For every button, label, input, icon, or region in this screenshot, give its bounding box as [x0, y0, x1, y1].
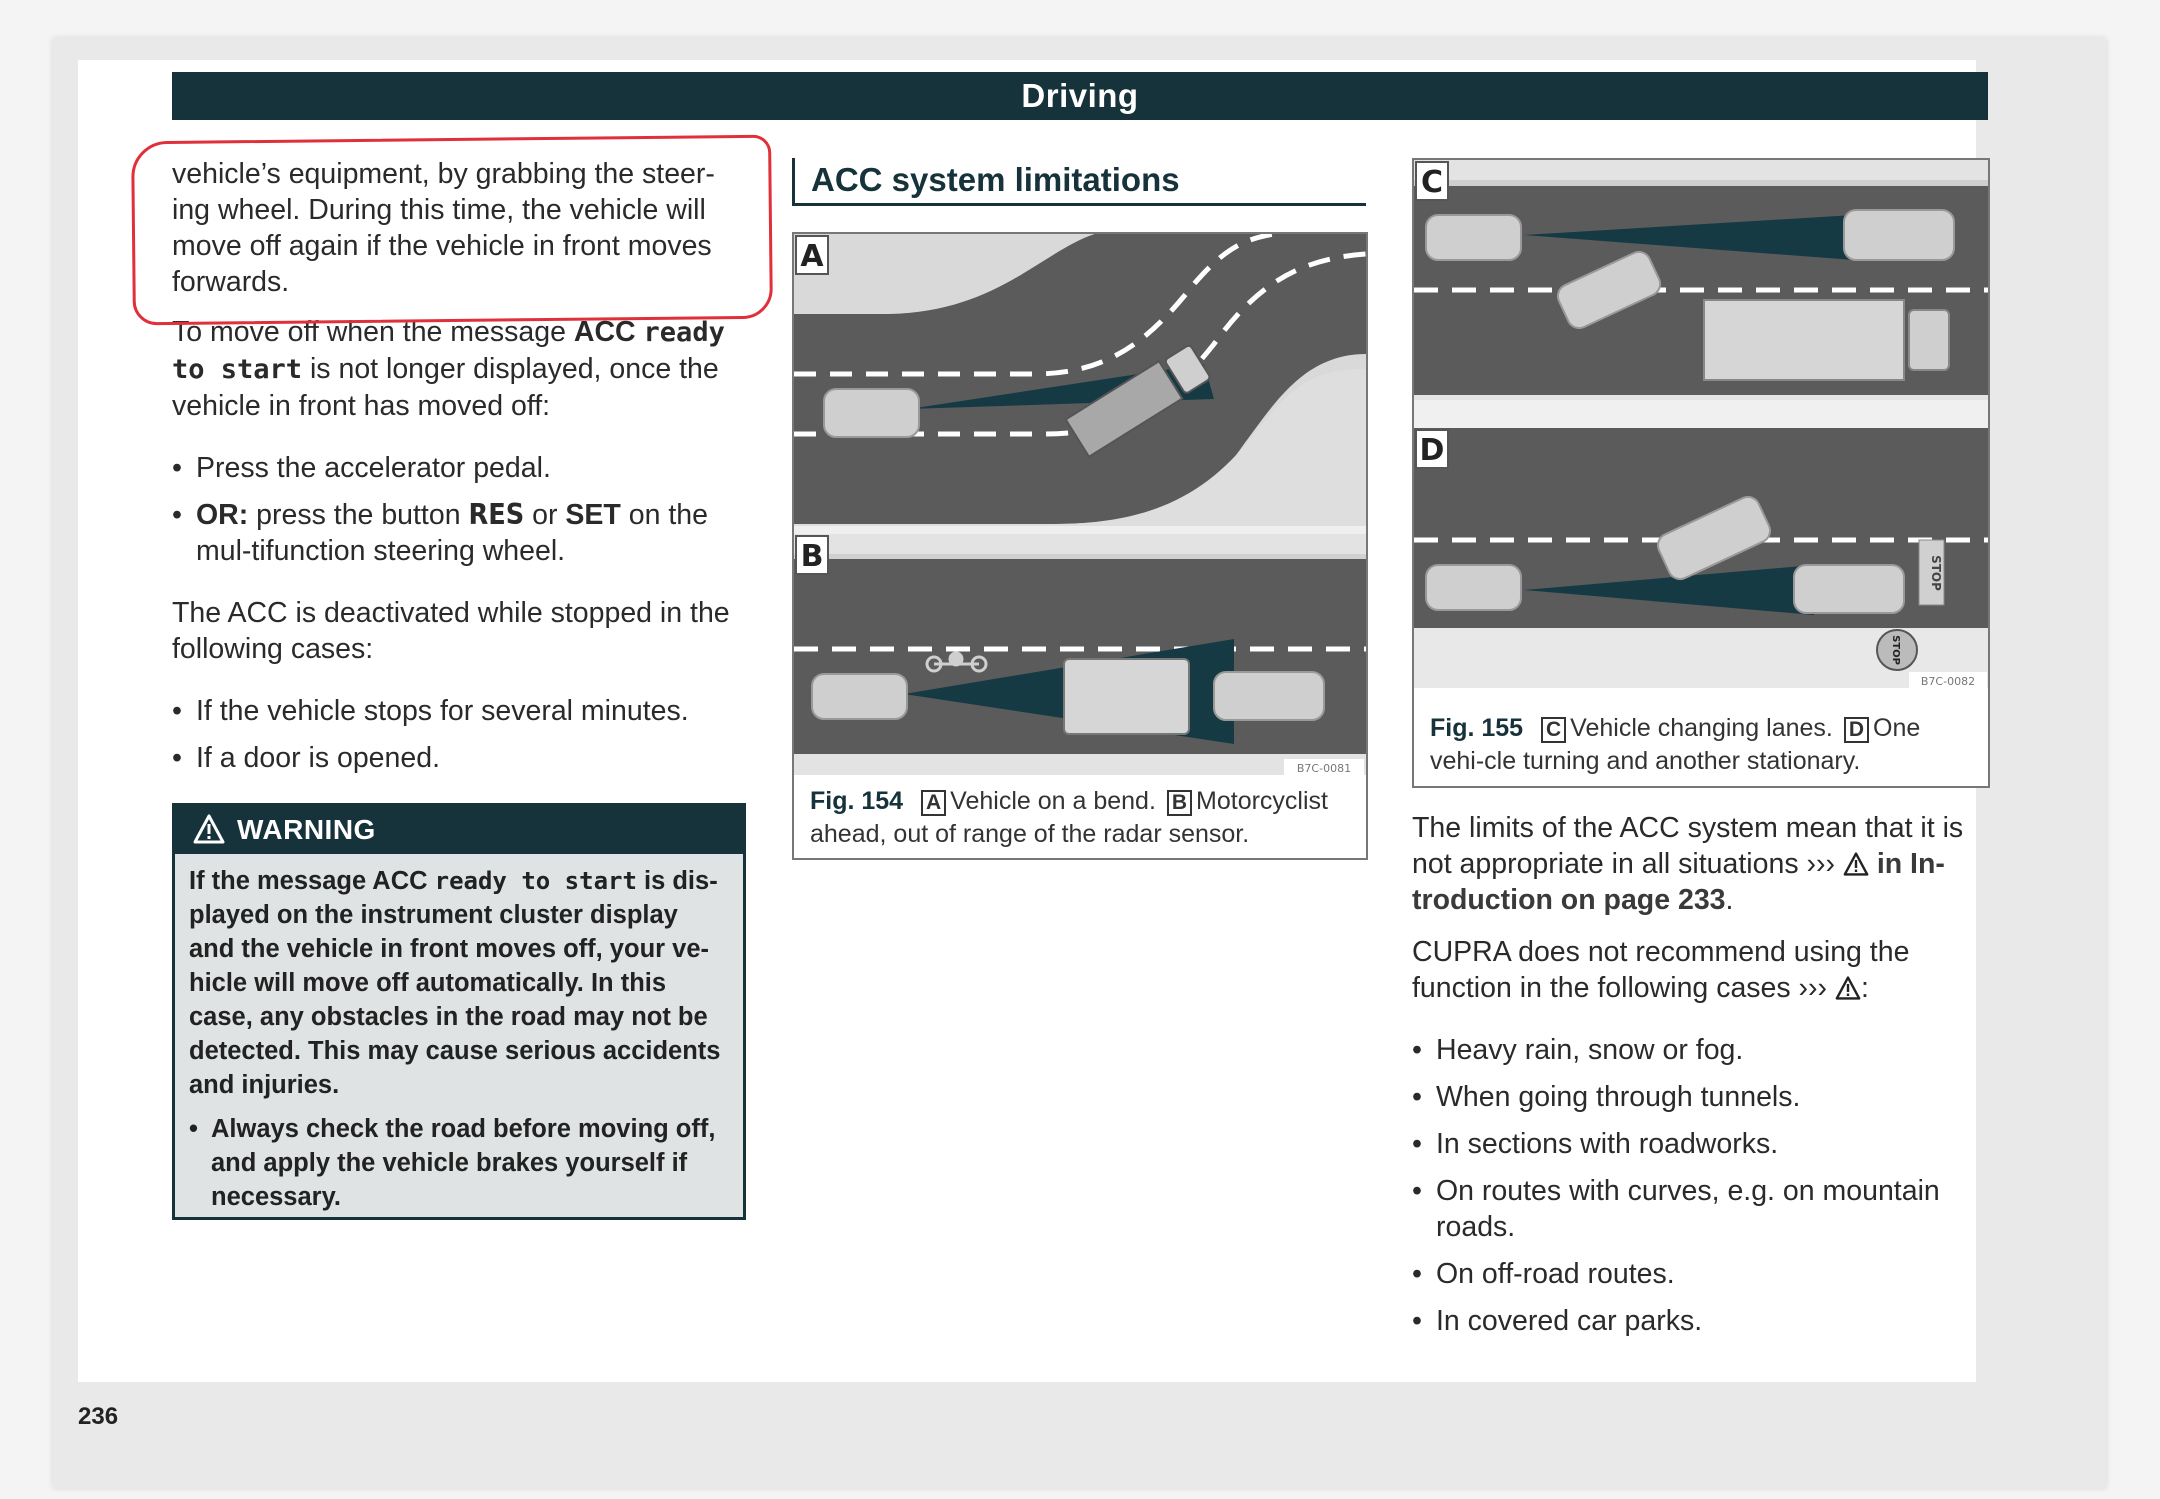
- warning-title: WARNING: [237, 814, 376, 845]
- caption-box-a: A: [921, 790, 946, 816]
- text: on the mul-tifunction steering wheel.: [196, 499, 708, 567]
- figure-155-caption: [1430, 712, 1970, 778]
- or-label: OR:: [196, 499, 249, 531]
- warning-header: [175, 806, 743, 854]
- header-title: Driving: [1021, 77, 1139, 114]
- caption-box-c: C: [1541, 717, 1566, 743]
- paragraph-deactivated: The ACC is deactivated while stopped in the following cases:: [172, 597, 730, 665]
- text: or: [524, 499, 566, 531]
- text: is dis-played on the instrument cluster display and the vehicle in front moves off, your ve-hicle will move off automatically. In this case, any obstacles in the road may not be detected. This may cause serious accidents and injuries.: [189, 867, 721, 1099]
- warning-triangle-icon: [1835, 976, 1861, 1000]
- figure-154-caption-box: [792, 775, 1368, 860]
- paragraph-move-off: [172, 314, 742, 424]
- caption-box-d: D: [1844, 717, 1869, 743]
- figure-154-code: B7C-0081: [1296, 762, 1352, 775]
- list-item: • If a door is opened.: [172, 740, 742, 776]
- text: To move off when the message: [172, 316, 574, 348]
- red-highlight-annotation: [131, 135, 773, 326]
- warning-triangle-icon: [1843, 852, 1869, 876]
- ready-to-start-code: ready to start: [172, 317, 725, 385]
- paragraph-cupra: [1412, 934, 1992, 1006]
- list-item: [172, 497, 742, 569]
- text: :: [1860, 972, 1869, 1004]
- caption-text: One vehi-cle turning and another stationary.: [1430, 714, 1921, 775]
- warning-triangle-icon: [193, 814, 225, 844]
- text: If the message ACC: [189, 867, 435, 895]
- figure-155: [1412, 158, 1990, 788]
- stop-sign: STOP: [1890, 635, 1901, 665]
- warning-box: [172, 803, 746, 1220]
- text: press the button: [248, 499, 469, 531]
- list-item: • In covered car parks.: [1412, 1303, 1992, 1339]
- figure-155-code: B7C-0082: [1920, 675, 1976, 688]
- text: The limits of the ACC system mean that it is not appropriate in all situations ›››: [1412, 812, 1964, 880]
- paragraph-continuation: vehicle’s equipment, by grabbing the steer-ing wheel. During this time, the vehicle will move off again if the vehicle in front moves forwards.: [172, 158, 715, 298]
- page-header: [172, 72, 1988, 120]
- list-item: • If the vehicle stops for several minutes.: [172, 693, 742, 729]
- caption-text: Vehicle on a bend.: [950, 787, 1156, 815]
- list-item: • Press the accelerator pedal.: [172, 450, 742, 486]
- text: CUPRA does not recommend using the function in the following cases ›››: [1412, 936, 1910, 1004]
- figure-155-illustration: [1414, 160, 1988, 688]
- page-number: 236: [78, 1403, 119, 1430]
- paragraph-limits: [1412, 810, 1992, 918]
- figure-154-label-b: B: [800, 539, 824, 574]
- caption-text: Vehicle changing lanes.: [1570, 714, 1833, 742]
- figure-154-label-a: A: [800, 239, 824, 274]
- list-item: • On off-road routes.: [1412, 1256, 1992, 1292]
- text: is not longer displayed, once the vehicle in front has moved off:: [172, 353, 719, 422]
- list-item: • In sections with roadworks.: [1412, 1126, 1992, 1162]
- right-column-text: [1412, 810, 1992, 1339]
- figure-154-caption: [810, 785, 1350, 851]
- road-marking-stop: STOP: [1929, 555, 1943, 591]
- warning-bullet: • Always check the road before moving off, and apply the vehicle brakes yourself if necessary.: [189, 1112, 729, 1214]
- caption-fig-number: Fig. 155: [1430, 714, 1524, 742]
- caption-text: Motorcyclist ahead, out of range of the radar sensor.: [810, 787, 1328, 848]
- text: .: [1725, 884, 1734, 916]
- section-title: ACC system limitations: [792, 158, 1366, 206]
- figure-154-illustration: [794, 234, 1366, 775]
- warning-body: [175, 854, 743, 1214]
- ready-to-start-code: ready to start: [434, 867, 637, 895]
- res-button-label: RES: [468, 498, 525, 531]
- list-item: • When going through tunnels.: [1412, 1079, 1992, 1115]
- caption-box-b: B: [1167, 790, 1192, 816]
- set-button-label: SET: [565, 499, 621, 531]
- figure-155-label-c: C: [1420, 165, 1444, 200]
- figure-155-label-d: D: [1419, 433, 1445, 468]
- list-item: • Heavy rain, snow or fog.: [1412, 1032, 1992, 1068]
- acc-label: ACC: [573, 316, 636, 348]
- warning-paragraph: [189, 864, 729, 1102]
- caption-fig-number: Fig. 154: [810, 787, 904, 815]
- page-reference-link[interactable]: in In-troduction on page 233: [1412, 848, 1945, 916]
- figure-154: [792, 232, 1368, 777]
- list-item: • On routes with curves, e.g. on mountain roads.: [1412, 1173, 1992, 1245]
- conditions-list: [1412, 1032, 1992, 1339]
